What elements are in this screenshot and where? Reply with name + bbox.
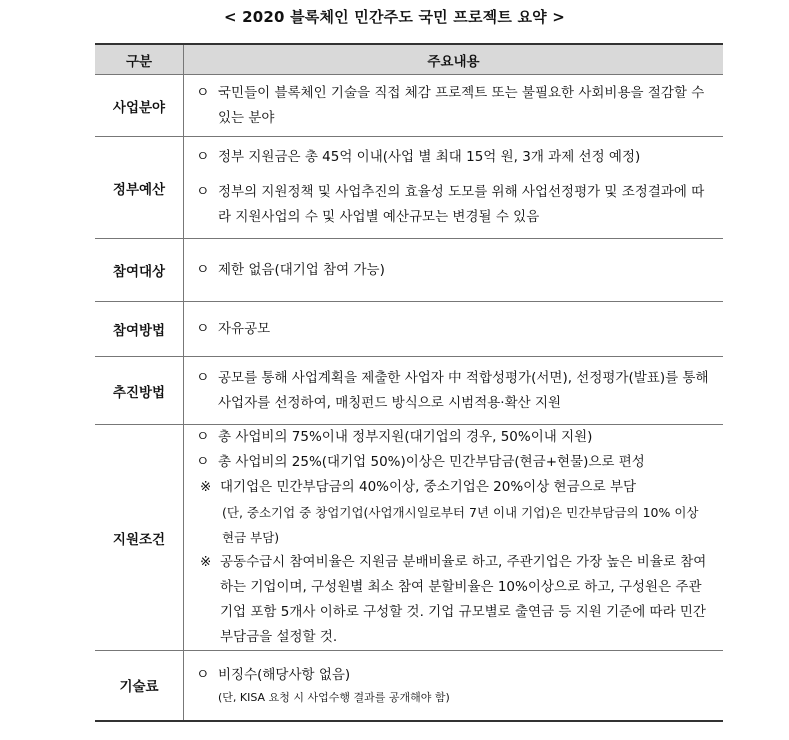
table-row	[95, 239, 723, 302]
note-marker: ※	[200, 554, 212, 570]
bullet-item: ㅇ 정부의 지원정책 및 사업추진의 효율성 도모를 위해 사업선정평가 및 조정결과에 따라 지원사업의 수 및 사업별 예산규모는 변경될 수 있음	[196, 180, 713, 230]
bullet-item: ㅇ 자유공모	[196, 317, 713, 342]
summary-table	[95, 43, 723, 722]
table-row	[95, 137, 723, 239]
bullet-marker: ㅇ	[196, 184, 210, 200]
note-sub-text: (단, 중소기업 중 창업기업(사업개시일로부터 7년 이내 기업)은 민간부담금의 10% 이상 현금 부담)	[222, 505, 699, 545]
bullet-marker: ㅇ	[196, 261, 210, 278]
bullet-item: ㅇ 비징수(해당사항 없음)	[196, 663, 713, 688]
table-row	[95, 651, 723, 721]
bullet-item: ㅇ 총 사업비의 75%이내 정부지원(대기업의 경우, 50%이내 지원)	[196, 425, 713, 450]
header-main-content: 주요내용	[184, 44, 724, 75]
table-row	[95, 302, 723, 357]
table-row	[95, 425, 723, 651]
bullet-marker: ㅇ	[196, 320, 210, 337]
bullet-marker: ㅇ	[196, 84, 210, 101]
bullet-item: ㅇ 국민들이 블록체인 기술을 직접 체감 프로젝트 또는 불필요한 사회비용을 절감할 수 있는 분야	[196, 81, 713, 131]
note-marker: ※	[200, 479, 212, 495]
row-label-technology-fee: 기술료	[95, 651, 184, 721]
bullet-item: ㅇ 총 사업비의 25%(대기업 50%)이상은 민간부담금(현금+현물)으로 편성	[196, 450, 713, 475]
bullet-item: ㅇ 제한 없음(대기업 참여 가능)	[196, 258, 713, 283]
row-label-business-field: 사업분야	[95, 75, 184, 137]
table-row	[95, 75, 723, 137]
header-category: 구분	[95, 44, 184, 75]
row-label-eligibility: 참여대상	[95, 239, 184, 302]
row-label-execution-method: 추진방법	[95, 357, 184, 425]
bullet-marker: ㅇ	[196, 369, 210, 386]
bullet-marker: ㅇ	[196, 454, 210, 470]
table-header-row	[95, 44, 723, 75]
note-item: ※ 공동수급시 참여비율은 지원금 분배비율로 하고, 주관기업은 가장 높은 비율로 참여하는 기업이며, 구성원별 최소 참여 분할비율은 10%이상으로 하고, 구성원은 주관기업 포함 5개사 이하로 구성할 것. 기업 규모별로 출연금 등 지원 기준에 따라 민간부담금을 설정할 것.	[196, 550, 713, 650]
document-title: < 2020 블록체인 민간주도 국민 프로젝트 요약 >	[223, 8, 566, 26]
row-label-support-conditions: 지원조건	[95, 425, 184, 651]
note-item: ※ 대기업은 민간부담금의 40%이상, 중소기업은 20%이상 현금으로 부담	[196, 475, 713, 500]
bullet-marker: ㅇ	[196, 149, 210, 165]
bullet-item: ㅇ 공모를 통해 사업계획을 제출한 사업자 中 적합성평가(서면), 선정평가(발표)를 통해 사업자를 선정하여, 매칭펀드 방식으로 시범적용·확산 지원	[196, 366, 713, 416]
row-label-participation-method: 참여방법	[95, 302, 184, 357]
bullet-marker: ㅇ	[196, 666, 210, 683]
bullet-item: ㅇ 정부 지원금은 총 45억 이내(사업 별 최대 15억 원, 3개 과제 선정 예정)	[196, 145, 713, 170]
table-row	[95, 357, 723, 425]
row-label-government-budget: 정부예산	[95, 137, 184, 239]
fee-note-text: (단, KISA 요청 시 사업수행 결과를 공개해야 함)	[218, 690, 450, 704]
bullet-marker: ㅇ	[196, 429, 210, 445]
